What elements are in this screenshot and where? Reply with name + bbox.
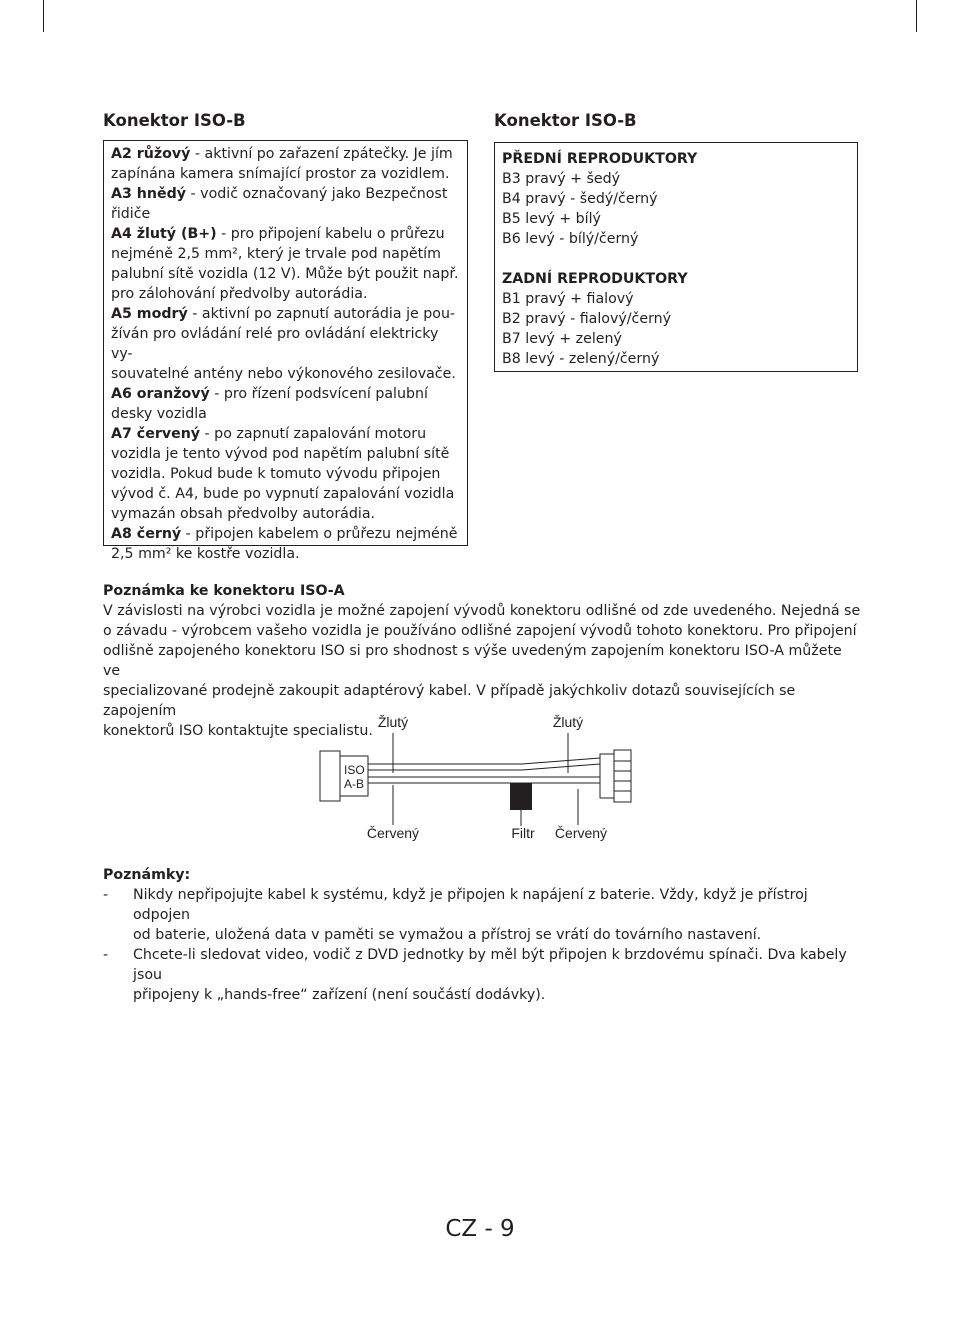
page-number: CZ - 9: [445, 1216, 515, 1242]
front-speaker-item: B4 pravý - šedý/černý: [502, 191, 658, 207]
label-red-right: Červený: [554, 825, 608, 841]
front-speakers-title: PŘEDNÍ REPRODUKTORY: [502, 151, 698, 167]
rear-speaker-item: B7 levý + zelený: [502, 331, 622, 347]
pin-description: - připojen kabelem o průřezu nejméně: [181, 526, 458, 542]
notes-item-line: Chcete-li sledovat video, vodič z DVD jednotky by měl být připojen k brzdovému spínači. Dva kabely jsou: [133, 947, 847, 983]
iso-a-note-line: specializované prodejně zakoupit adaptérový kabel. V případě jakýchkoliv dotazů souvisejících se zapojením: [103, 683, 796, 719]
pin-description: - pro připojení kabelu o průřezu: [216, 226, 445, 242]
iso-a-note-line: odlišně zapojeného konektoru ISO si pro shodnost s výše uvedeným zapojením konektoru ISO-A můžete ve: [103, 643, 842, 679]
pin-label: A5 modrý: [111, 306, 188, 322]
pin-label: A6 oranžový: [111, 386, 210, 402]
pin-description: vývod č. A4, bude po vypnutí zapalování vozidla: [111, 486, 455, 502]
pin-description: - pro řízení podsvícení palubní: [209, 386, 428, 402]
iso-label-line2: A-B: [344, 777, 365, 791]
left-connector-end: [320, 751, 340, 801]
pin-description: vymazán obsah předvolby autorádia.: [111, 506, 376, 522]
pin-label: A3 hnědý: [111, 186, 187, 202]
label-red-left: Červený: [366, 825, 420, 841]
label-filter: Filtr: [511, 825, 535, 841]
pin-description: řidiče: [111, 206, 151, 222]
rear-speaker-item: B1 pravý + fialový: [502, 291, 634, 307]
pin-label: A4 žlutý (B+): [111, 226, 217, 242]
iso-label-line1: ISO: [344, 763, 365, 777]
label-yellow-right: Žlutý: [552, 714, 584, 730]
pin-description: žíván pro ovládání relé pro ovládání elektricky vy-: [111, 326, 439, 362]
notes-item-line: Nikdy nepřipojujte kabel k systému, když je připojen k napájení z baterie. Vždy, když je přístroj odpojen: [133, 887, 808, 923]
pin-description: - aktivní po zapnutí autorádia je pou-: [187, 306, 456, 322]
filter-block: [510, 783, 532, 810]
right-connector-end: [614, 750, 631, 802]
iso-a-note-heading: Poznámka ke konektoru ISO-A: [103, 583, 345, 599]
iso-a-note-line: o závadu - výrobcem vašeho vozidla je používáno odlišné zapojení vývodů tohoto konektoru. Pro připojení: [103, 623, 857, 639]
label-yellow-left: Žlutý: [377, 714, 409, 730]
pin-description: souvatelné antény nebo výkonového zesilovače.: [111, 366, 456, 382]
rear-speaker-item: B8 levý - zelený/černý: [502, 351, 660, 367]
pin-description: 2,5 mm² ke kostře vozidla.: [111, 546, 300, 562]
iso-a-note-line: konektorů ISO kontaktujte specialistu.: [103, 723, 373, 739]
notes-section: [103, 865, 863, 1005]
pin-description: - po zapnutí zapalování motoru: [200, 426, 427, 442]
pin-description: palubní sítě vozidla (12 V). Může být použit např.: [111, 266, 459, 282]
pin-description: - vodič označovaný jako Bezpečnost: [186, 186, 448, 202]
iso-a-note-line: V závislosti na výrobci vozidla je možné zapojení vývodů konektoru odlišné od zde uvedeného. Nejedná se: [103, 603, 861, 619]
notes-item-line: od baterie, uložená data v paměti se vymažou a přístroj se vrátí do továrního nastavení.: [133, 927, 762, 943]
pin-description: vozidla je tento vývod pod napětím palubní sítě: [111, 446, 450, 462]
notes-item: [103, 885, 863, 945]
pin-description: desky vozidla: [111, 406, 207, 422]
pin-description: vozidla. Pokud bude k tomuto vývodu připojen: [111, 466, 441, 482]
left-panel-heading: Konektor ISO-B: [103, 111, 246, 130]
bullet-dash: -: [103, 947, 109, 963]
pin-description: nejméně 2,5 mm², který je trvale pod napětím: [111, 246, 441, 262]
pin-description: - aktivní po zařazení zpátečky. Je jím: [190, 146, 453, 162]
front-speaker-item: B6 levý - bílý/černý: [502, 231, 639, 247]
bullet-dash: -: [103, 887, 109, 903]
right-panel-heading: Konektor ISO-B: [494, 111, 637, 130]
notes-item: [103, 945, 863, 1005]
notes-item-line: připojeny k „hands-free“ zařízení (není součástí dodávky).: [133, 987, 546, 1003]
pin-description: zapínána kamera snímající prostor za vozidlem.: [111, 166, 450, 182]
rear-speakers-title: ZADNÍ REPRODUKTORY: [502, 271, 688, 287]
front-speaker-item: B3 pravý + šedý: [502, 171, 621, 187]
pin-label: A8 černý: [111, 526, 182, 542]
pin-description: pro zálohování předvolby autorádia.: [111, 286, 368, 302]
notes-heading: Poznámky:: [103, 867, 191, 883]
rear-speaker-item: B2 pravý - fialový/černý: [502, 311, 672, 327]
front-speaker-item: B5 levý + bílý: [502, 211, 601, 227]
right-plug: [600, 754, 614, 798]
pin-label: A2 růžový: [111, 146, 191, 162]
pin-label: A7 červený: [111, 426, 201, 442]
